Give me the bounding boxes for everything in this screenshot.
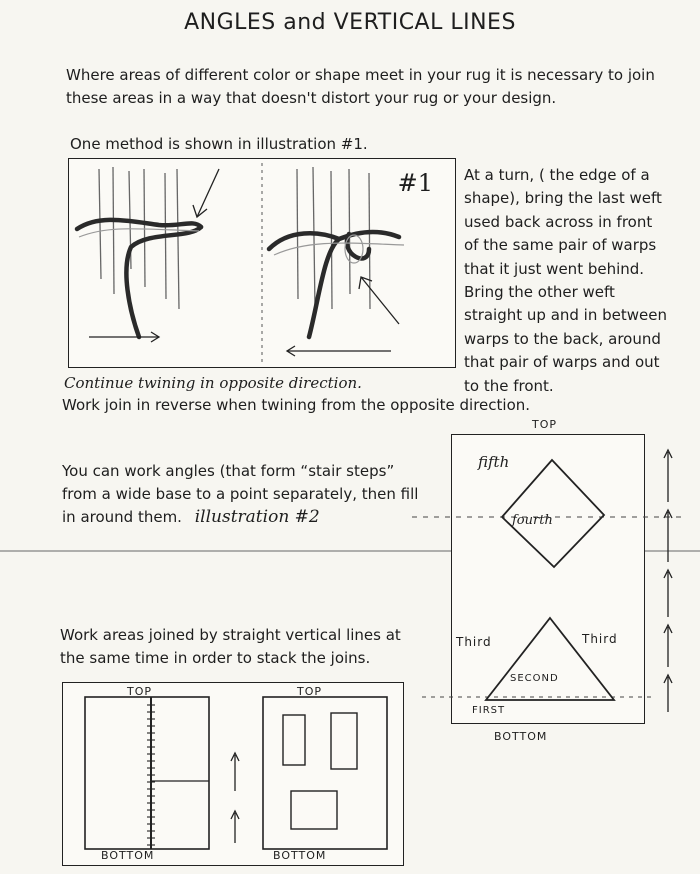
- vertical-line-1: Work areas joined by straight vertical lines at: [60, 626, 401, 644]
- turn-line: Bring the other weft: [464, 283, 615, 302]
- intro-paragraph: [66, 64, 686, 110]
- fifth-label: fifth: [478, 453, 510, 471]
- turn-line: of the same pair of warps: [464, 236, 657, 255]
- diagram-2-bottom-label: BOTTOM: [494, 730, 548, 743]
- turn-paragraph: [464, 164, 694, 398]
- diagram-3-top-right-label: TOP: [297, 685, 323, 698]
- first-label: FIRST: [472, 705, 506, 716]
- turn-line: At a turn, ( the edge of a: [464, 166, 650, 184]
- intro-line-1: Where areas of different color or shape meet in your rug it is necessary to join: [66, 66, 655, 84]
- illustration-2-ref: illustration #2: [194, 507, 320, 527]
- turn-line: used back across in front: [464, 212, 653, 231]
- intro-line-2: these areas in a way that doesn't distort your rug or your design.: [66, 89, 557, 107]
- reverse-text: Work join in reverse when twining from the opposite direction.: [62, 396, 531, 414]
- illustration-3-box: [62, 682, 404, 866]
- diagram-3-bottom-right-label: BOTTOM: [273, 849, 327, 862]
- third-right-label: Third: [582, 632, 618, 646]
- diagram-2-top-label: TOP: [532, 418, 558, 431]
- turn-line: straight up and in between: [464, 306, 667, 325]
- third-left-label: Third: [456, 635, 492, 649]
- illustration-2-box: [451, 434, 645, 724]
- angles-paragraph: [62, 460, 442, 529]
- turn-line: warps to the back, around: [464, 329, 661, 348]
- continue-note: Continue twining in opposite direction.: [64, 374, 362, 392]
- method-text: One method is shown in illustration #1.: [70, 135, 368, 153]
- angles-line-2: from a wide base to a point separately, then fill: [62, 485, 419, 503]
- page-title: ANGLES and VERTICAL LINES: [184, 10, 516, 35]
- illustration-1-box: [68, 158, 456, 368]
- vertical-paragraph: [60, 624, 440, 670]
- second-label: SECOND: [510, 673, 559, 684]
- vertical-joins-drawing: [63, 683, 403, 865]
- up-arrows: [660, 442, 680, 722]
- turn-line: that pair of warps and out: [464, 353, 660, 372]
- diagram-3-top-left-label: TOP: [127, 685, 153, 698]
- turn-line: shape), bring the last weft: [464, 189, 662, 208]
- turn-line: to the front.: [464, 376, 554, 395]
- turn-line: that it just went behind.: [464, 259, 645, 278]
- vertical-line-2: the same time in order to stack the joins.: [60, 649, 371, 667]
- angles-line-3: in around them.: [62, 508, 182, 526]
- angles-line-1: You can work angles (that form “stair steps”: [62, 462, 395, 480]
- fourth-label: fourth: [512, 513, 553, 528]
- illustration-1-label: #1: [397, 169, 433, 197]
- diagram-3-bottom-left-label: BOTTOM: [101, 849, 155, 862]
